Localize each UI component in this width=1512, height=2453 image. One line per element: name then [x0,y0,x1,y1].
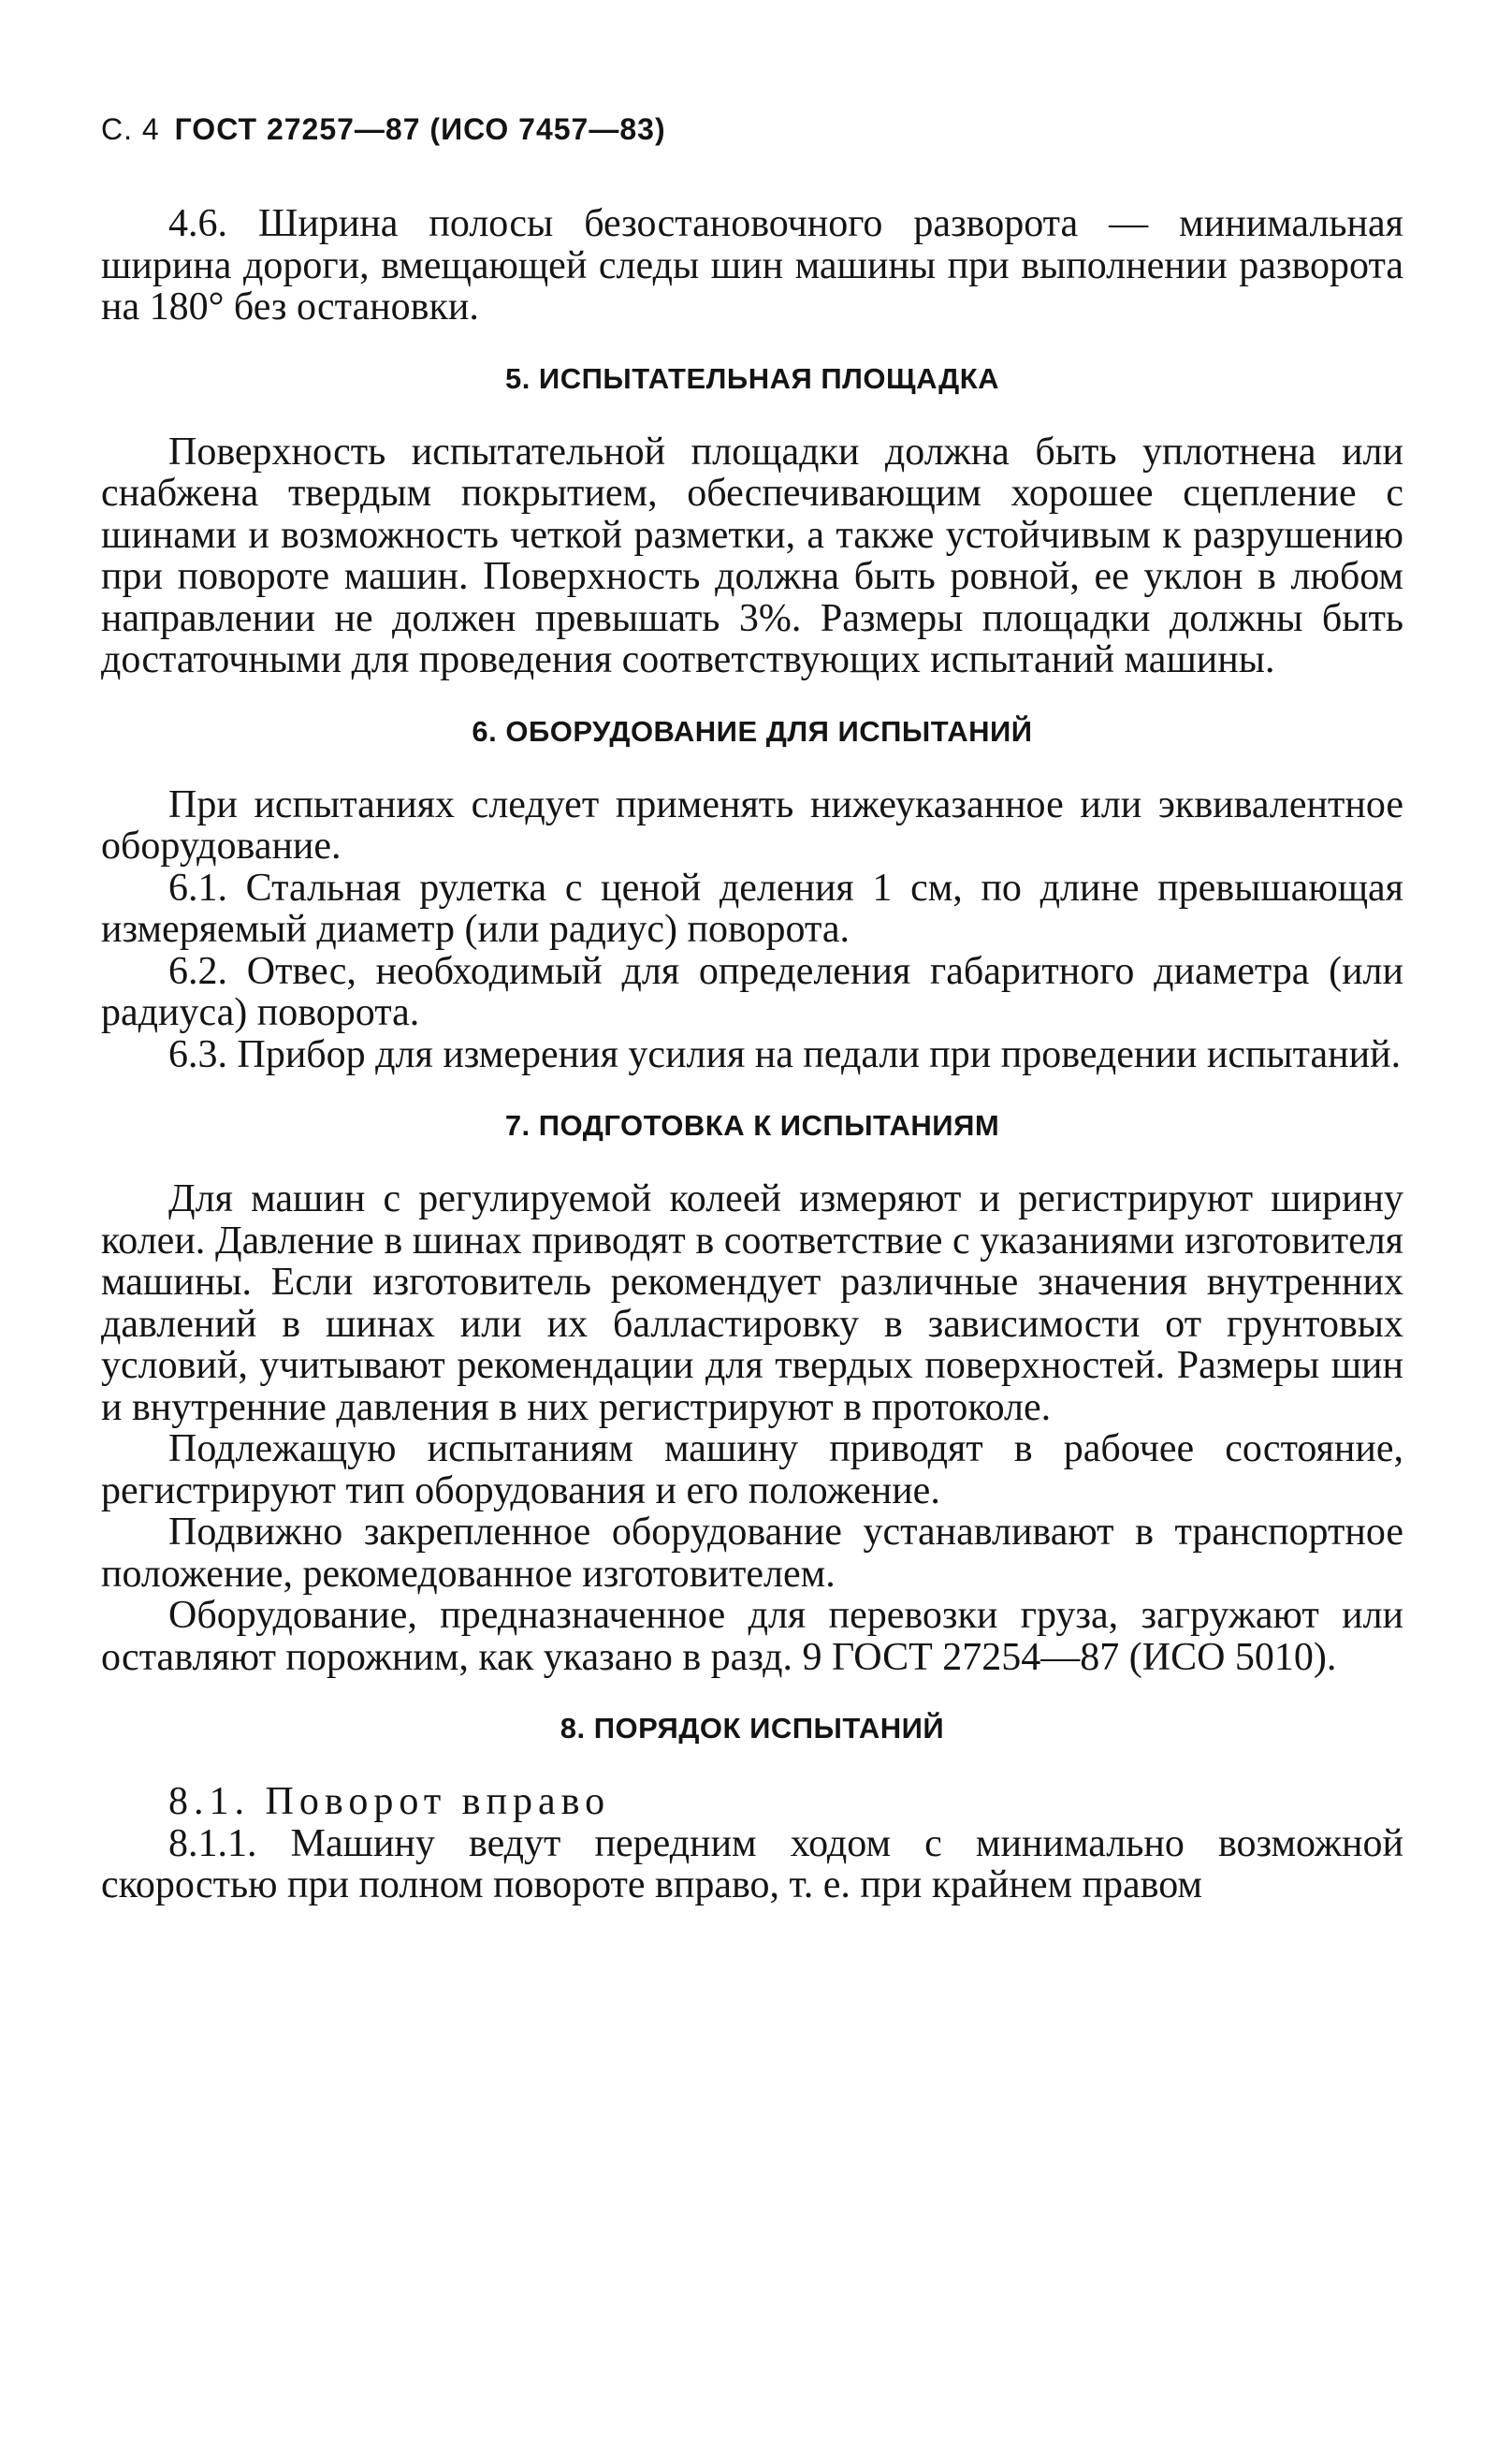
paragraph-8-1-1: 8.1.1. Машину ведут передним ходом с минимально возможной скоростью при полном повороте вправо, т. е. при крайнем правом [101,1821,1403,1906]
section-7-paragraph-4: Оборудование, предназначенное для перевозки груза, загружают или оставляют порожним, как указано в разд. 9 ГОСТ 27254—87 (ИСО 5010). [101,1594,1403,1679]
paragraph-6-1: 6.1. Стальная рулетка с ценой деления 1 см, по длине превышающая измеряемый диаметр (или радиус) поворота. [101,866,1403,951]
paragraph-6-2: 6.2. Отвес, необходимый для определения габаритного диаметра (или радиуса) поворота. [101,949,1403,1034]
document-page [101,112,1403,1906]
section-7-heading: 7. ПОДГОТОВКА К ИСПЫТАНИЯМ [504,1109,1000,1142]
section-7-paragraph-2: Подлежащую испытаниям машину приводят в рабочее состояние, регистрируют тип оборудования и его положение. [101,1427,1403,1512]
section-8-heading: 8. ПОРЯДОК ИСПЫТАНИЙ [560,1712,945,1745]
section-5-heading: 5. ИСПЫТАТЕЛЬНАЯ ПЛОЩАДКА [504,361,1000,395]
section-6-heading: 6. ОБОРУДОВАНИЕ ДЛЯ ИСПЫТАНИЙ [472,714,1033,748]
section-7-paragraph-3: Подвижно закрепленное оборудование устанавливают в транспортное положение, рекомедованное изготовителем. [101,1511,1403,1596]
paragraph-4-6: 4.6. Ширина полосы безостановочного разворота — минимальная ширина дороги, вмещающей следы шин машины при выполнении разворота на 180° без остановки. [101,202,1403,329]
paragraph-8-1: 8.1. Поворот вправо [168,1780,611,1823]
standard-designation: ГОСТ 27257—87 (ИСО 7457—83) [174,112,666,146]
running-head [101,112,1403,147]
page-number: С. 4 [101,112,160,146]
section-5-paragraph: Поверхность испытательной площадки должна быть уплотнена или снабжена твердым покрытием, обеспечивающим хорошее сцепление с шинами и возможность четкой разметки, а также устойчивым к разрушению при повороте машин. Поверхность должна быть ровной, ее уклон в любом направлении не должен превышать 3%. Размеры площадки должны быть достаточными для проведения соответствующих испытаний машины. [101,430,1403,681]
paragraph-6-3: 6.3. Прибор для измерения усилия на педали при проведении испытаний. [168,1032,1402,1076]
section-6-paragraph: При испытаниях следует применять нижеуказанное или эквивалентное оборудование. [101,782,1403,868]
section-7-paragraph-1: Для машин с регулируемой колеей измеряют и регистрируют ширину колеи. Давление в шинах приводят в соответствие с указаниями изготовителя машины. Если изготовитель рекомендует различные значения внутренних давлений в шинах или их балластировку в зависимости от грунтовых условий, учитывают рекомендации для твердых поверхностей. Размеры шин и внутренние давления в них регистрируют в протоколе. [101,1177,1403,1429]
